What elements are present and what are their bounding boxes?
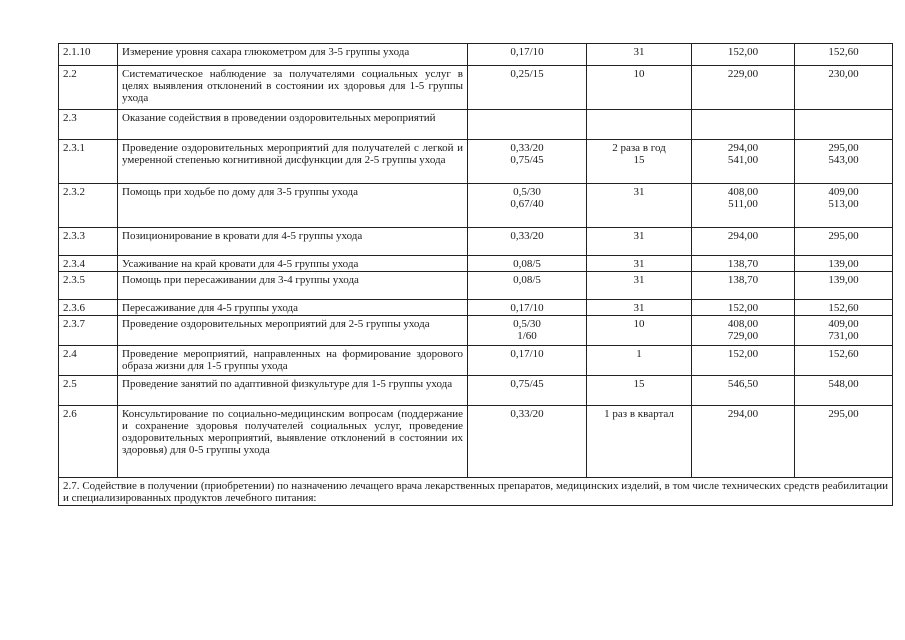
service-norm: [468, 406, 587, 478]
table-row: [59, 300, 893, 316]
service-norm: [468, 316, 587, 346]
service-price1: [692, 300, 795, 316]
service-code: 2.3.2: [59, 184, 118, 228]
service-price2: [795, 272, 893, 300]
service-code: 2.3.7: [59, 316, 118, 346]
service-price1-value: 294,00: [727, 230, 759, 242]
service-name: Оказание содействия в проведении оздоровительных мероприятий: [118, 110, 468, 140]
service-price1-value: 138,70: [727, 274, 759, 286]
service-norm: [468, 376, 587, 406]
service-price2-value: 152,60: [828, 46, 859, 58]
service-norm-value: 0,75/45: [510, 154, 544, 166]
table-row: [59, 110, 893, 140]
services-table-body: [59, 44, 893, 478]
service-price2-value: 543,00: [828, 154, 859, 166]
service-norm: [468, 300, 587, 316]
service-norm-value: 0,75/45: [510, 378, 544, 390]
service-code: 2.3.5: [59, 272, 118, 300]
service-norm-value: 0,5/30: [513, 186, 541, 198]
service-freq-value: 10: [633, 318, 645, 330]
service-freq-value: 31: [633, 46, 645, 58]
service-code: 2.5: [59, 376, 118, 406]
service-price1-value: 408,00: [727, 318, 759, 330]
service-freq: [587, 110, 692, 140]
service-norm: [468, 140, 587, 184]
service-name: Проведение занятий по адаптивной физкультуре для 1-5 группы ухода: [118, 376, 468, 406]
service-norm-value: 0,33/20: [510, 408, 544, 420]
service-price2-value: 295,00: [828, 142, 859, 154]
service-norm-value: 0,08/5: [513, 258, 541, 270]
service-price2-value: 139,00: [828, 274, 859, 286]
service-name: Проведение мероприятий, направленных на формирование здорового образа жизни для 1-5 группы ухода: [118, 346, 468, 376]
service-price1: [692, 316, 795, 346]
service-freq-value: 31: [633, 258, 645, 270]
service-name: Проведение оздоровительных мероприятий для получателей с легкой и умеренной степенью когнитивной дисфункции для 2-5 группы ухода: [118, 140, 468, 184]
service-price1: [692, 66, 795, 110]
section-2-7-text: 2.7. Содействие в получении (приобретении) по назначению лечащего врача лекарственных препаратов, медицинских изделий, в том числе технических средств реабилитации и специализированных продуктов лечебного питания:: [59, 478, 893, 506]
service-price1: [692, 272, 795, 300]
service-price1: [692, 44, 795, 66]
section-2-7-row: [59, 478, 893, 506]
service-price2: [795, 376, 893, 406]
service-norm-value: 0,17/10: [510, 348, 544, 360]
service-freq: [587, 140, 692, 184]
service-norm-value: 0,25/15: [510, 68, 544, 80]
document-page: [58, 43, 892, 506]
service-freq-value: 10: [633, 68, 645, 80]
service-price1: [692, 376, 795, 406]
service-name: Систематическое наблюдение за получателями социальных услуг в целях выявления отклонений в состоянии их здоровья для 1-5 группы ухода: [118, 66, 468, 110]
service-price2: [795, 406, 893, 478]
service-price2-value: 513,00: [828, 198, 859, 210]
service-freq-value: 31: [633, 274, 645, 286]
service-price2-value: 409,00: [828, 318, 859, 330]
service-freq-value: 1 раз в квартал: [604, 408, 674, 420]
service-price1: [692, 256, 795, 272]
service-code: 2.2: [59, 66, 118, 110]
table-row: [59, 44, 893, 66]
service-name: Усаживание на край кровати для 4-5 группы ухода: [118, 256, 468, 272]
table-row: [59, 272, 893, 300]
service-price2: [795, 346, 893, 376]
service-price2-value: 409,00: [828, 186, 859, 198]
service-code: 2.3.6: [59, 300, 118, 316]
services-table: [58, 43, 893, 506]
service-freq: [587, 376, 692, 406]
service-price1-value: 152,00: [727, 348, 759, 360]
service-price2: [795, 110, 893, 140]
service-freq-value: 31: [633, 230, 645, 242]
service-code: 2.6: [59, 406, 118, 478]
service-price1-value: 546,50: [727, 378, 759, 390]
service-code: 2.3: [59, 110, 118, 140]
table-row: [59, 228, 893, 256]
service-price1: [692, 346, 795, 376]
service-norm-value: 0,33/20: [510, 142, 544, 154]
service-price1: [692, 184, 795, 228]
service-norm: [468, 184, 587, 228]
service-price1-value: 729,00: [727, 330, 759, 342]
service-price1-value: 152,00: [727, 46, 759, 58]
service-norm: [468, 228, 587, 256]
service-name: Помощь при пересаживании для 3-4 группы ухода: [118, 272, 468, 300]
service-price1-value: 229,00: [727, 68, 759, 80]
service-freq-value: 15: [633, 154, 645, 166]
table-row: [59, 406, 893, 478]
service-price2-value: 230,00: [828, 68, 859, 80]
table-row: [59, 184, 893, 228]
service-price1-value: 294,00: [727, 142, 759, 154]
service-price2-value: 295,00: [828, 230, 859, 242]
service-name: Пересаживание для 4-5 группы ухода: [118, 300, 468, 316]
service-freq: [587, 406, 692, 478]
service-norm-value: 0,33/20: [510, 230, 544, 242]
service-price2: [795, 316, 893, 346]
service-freq-value: 2 раза в год: [612, 142, 666, 154]
service-price2-value: 152,60: [828, 302, 859, 314]
service-price2: [795, 256, 893, 272]
service-freq-value: 31: [633, 302, 645, 314]
service-price1: [692, 406, 795, 478]
service-price1: [692, 110, 795, 140]
service-freq-value: 31: [633, 186, 645, 198]
service-name: Измерение уровня сахара глюкометром для 3-5 группы ухода: [118, 44, 468, 66]
service-name: Помощь при ходьбе по дому для 3-5 группы ухода: [118, 184, 468, 228]
service-name: Проведение оздоровительных мероприятий для 2-5 группы ухода: [118, 316, 468, 346]
service-norm-value: 0,5/30: [513, 318, 541, 330]
service-price2-value: 731,00: [828, 330, 859, 342]
service-price2: [795, 228, 893, 256]
service-price2: [795, 140, 893, 184]
service-code: 2.3.3: [59, 228, 118, 256]
service-norm: [468, 44, 587, 66]
service-price2-value: 152,60: [828, 348, 859, 360]
table-row: [59, 256, 893, 272]
service-norm-value: 0,67/40: [510, 198, 544, 210]
service-price1-value: 511,00: [728, 198, 758, 210]
table-row: [59, 376, 893, 406]
table-row: [59, 66, 893, 110]
service-price1-value: 138,70: [727, 258, 759, 270]
service-norm-value: 0,17/10: [510, 46, 544, 58]
service-price1-value: 541,00: [727, 154, 759, 166]
table-row: [59, 140, 893, 184]
service-norm-value: 0,08/5: [513, 274, 541, 286]
service-price1-value: 294,00: [727, 408, 759, 420]
table-row: [59, 346, 893, 376]
service-price2: [795, 184, 893, 228]
service-freq: [587, 184, 692, 228]
service-price1-value: 152,00: [727, 302, 759, 314]
service-price1: [692, 228, 795, 256]
service-name: Позиционирование в кровати для 4-5 группы ухода: [118, 228, 468, 256]
service-freq: [587, 300, 692, 316]
service-freq: [587, 66, 692, 110]
service-price1: [692, 140, 795, 184]
service-price2-value: 548,00: [828, 378, 859, 390]
service-freq: [587, 316, 692, 346]
service-freq-value: 1: [636, 348, 642, 360]
service-code: 2.3.4: [59, 256, 118, 272]
service-freq: [587, 272, 692, 300]
service-code: 2.1.10: [59, 44, 118, 66]
service-code: 2.4: [59, 346, 118, 376]
service-norm: [468, 346, 587, 376]
service-price2: [795, 44, 893, 66]
table-row: [59, 316, 893, 346]
service-price1-value: 408,00: [727, 186, 759, 198]
service-price2-value: 139,00: [828, 258, 859, 270]
service-freq-value: 15: [633, 378, 645, 390]
service-norm: [468, 110, 587, 140]
service-code: 2.3.1: [59, 140, 118, 184]
service-name: Консультирование по социально-медицинским вопросам (поддержание и сохранение здоровья получателей социальных услуг, проведение оздоровительных мероприятий, выявление отклонений в состоянии их здоровья) для 0-5 группы ухода: [118, 406, 468, 478]
service-norm: [468, 256, 587, 272]
service-norm: [468, 66, 587, 110]
service-freq: [587, 228, 692, 256]
service-freq: [587, 44, 692, 66]
service-freq: [587, 346, 692, 376]
service-freq: [587, 256, 692, 272]
service-price2: [795, 66, 893, 110]
service-norm: [468, 272, 587, 300]
service-price2-value: 295,00: [828, 408, 859, 420]
service-price2: [795, 300, 893, 316]
service-norm-value: 0,17/10: [510, 302, 544, 314]
service-norm-value: 1/60: [517, 330, 537, 342]
